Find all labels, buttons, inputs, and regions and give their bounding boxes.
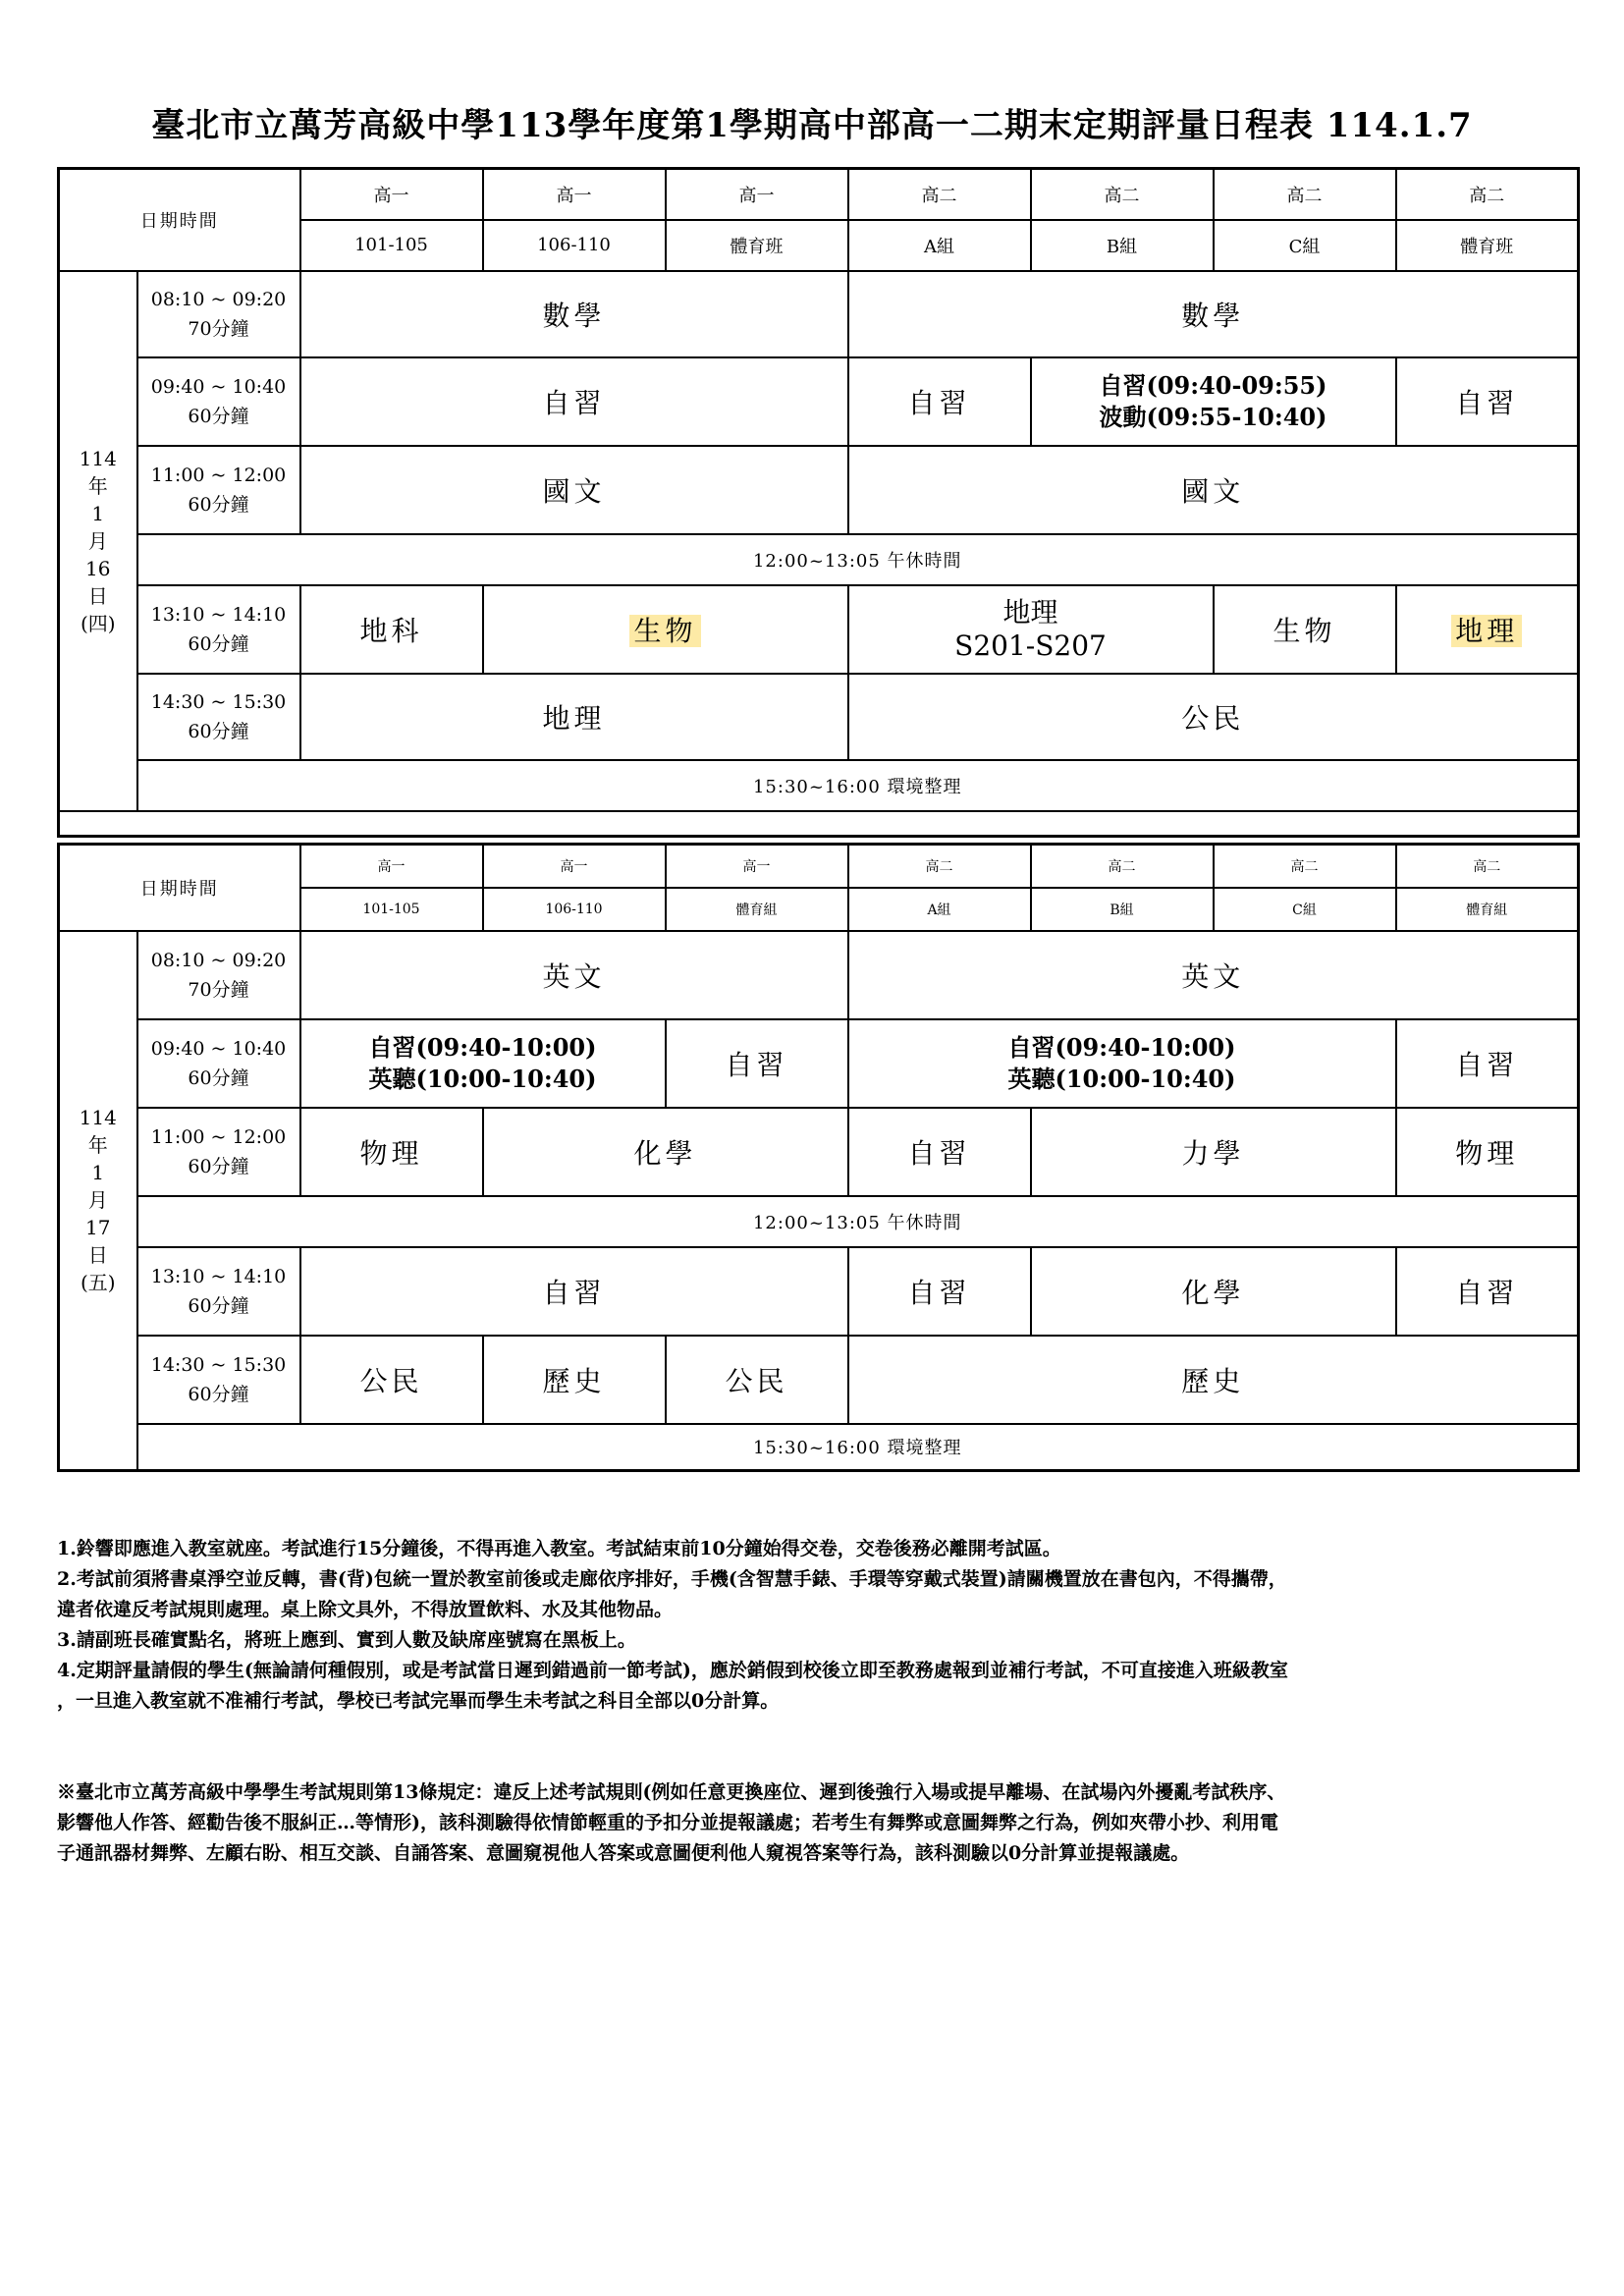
grade-header: 高一	[666, 845, 848, 888]
time-slot: 11:00 ~ 12:00 60分鐘	[137, 446, 300, 534]
exam-subject: 國文	[848, 446, 1579, 534]
class-header: 體育班	[1396, 220, 1579, 271]
exam-subject: 自習(09:40-10:00) 英聽(10:00-10:40)	[848, 1019, 1396, 1108]
exam-subject: 歷史	[483, 1336, 666, 1424]
time-slot: 13:10 ~ 14:10 60分鐘	[137, 1247, 300, 1336]
exam-date: 114 年 1 月 17 日 (五)	[59, 931, 137, 1471]
grade-header: 高一	[483, 169, 666, 220]
exam-subject: 物理	[300, 1108, 483, 1196]
lunch-break-row: 12:00~13:05 午休時間	[137, 534, 1579, 585]
grade-header: 高一	[300, 169, 483, 220]
exam-subject: 自習	[666, 1019, 848, 1108]
grade-header: 高二	[1214, 845, 1396, 888]
class-header: 體育組	[1396, 888, 1579, 931]
exam-subject	[1396, 585, 1579, 674]
remark-line: 影響他人作答、經勸告後不服糾正…等情形)，該科測驗得依情節輕重的予扣分並提報議處；若考生有舞弊或意圖舞弊之行為，例如夾帶小抄、利用電	[57, 1812, 1278, 1833]
grade-header: 高二	[1396, 845, 1579, 888]
date-time-header: 日期時間	[59, 169, 300, 271]
exam-subject: 自習	[848, 1247, 1031, 1336]
exam-subject: 自習	[300, 1247, 848, 1336]
exam-subject: 地理	[300, 674, 848, 760]
time-slot: 14:30 ~ 15:30 60分鐘	[137, 1336, 300, 1424]
time-slot: 08:10 ~ 09:20 70分鐘	[137, 931, 300, 1019]
note-line: 3.請副班長確實點名，將班上應到、實到人數及缺席座號寫在黑板上。	[57, 1629, 636, 1651]
grade-header: 高一	[300, 845, 483, 888]
highlighted-subject: 地理	[1451, 615, 1522, 647]
exam-subject: 公民	[666, 1336, 848, 1424]
grade-header: 高一	[666, 169, 848, 220]
exam-subject: 自習	[848, 1108, 1031, 1196]
exam-subject: 自習(09:40-10:00) 英聽(10:00-10:40)	[300, 1019, 666, 1108]
exam-subject: 力學	[1031, 1108, 1396, 1196]
exam-subject: 地科	[300, 585, 483, 674]
grade-header: 高二	[1031, 845, 1214, 888]
lunch-break-row: 12:00~13:05 午休時間	[137, 1196, 1579, 1247]
note-line: ，一旦進入教室就不准補行考試，學校已考試完畢而學生未考試之科目全部以0分計算。	[57, 1690, 780, 1712]
exam-regulation-remark	[57, 1777, 1589, 1869]
exam-subject: 數學	[300, 271, 848, 357]
exam-subject: 自習	[1396, 1247, 1579, 1336]
page-title: 臺北市立萬芳高級中學113學年度第1學期高中部高一二期末定期評量日程表 114.1.7	[151, 106, 1473, 145]
exam-subject: 自習(09:40-09:55) 波動(09:55-10:40)	[1031, 357, 1396, 446]
remark-line: ※臺北市立萬芳高級中學學生考試規則第13條規定：違反上述考試規則(例如任意更換座位、遲到後強行入場或提早離場、在試場內外擾亂考試秩序、	[57, 1781, 1286, 1803]
exam-subject: 化學	[1031, 1247, 1396, 1336]
exam-subject: 國文	[300, 446, 848, 534]
exam-subject: 自習	[1396, 1019, 1579, 1108]
exam-subject: 自習	[1396, 357, 1579, 446]
time-slot: 09:40 ~ 10:40 60分鐘	[137, 357, 300, 446]
grade-header: 高二	[1031, 169, 1214, 220]
exam-subject: 物理	[1396, 1108, 1579, 1196]
time-slot: 09:40 ~ 10:40 60分鐘	[137, 1019, 300, 1108]
remark-line: 子通訊器材舞弊、左顧右盼、相互交談、自誦答案、意圖窺視他人答案或意圖便利他人窺視答案等行為，該科測驗以0分計算並提報議處。	[57, 1842, 1190, 1864]
exam-subject: 英文	[300, 931, 848, 1019]
class-header: 101-105	[300, 220, 483, 271]
exam-subject: 化學	[483, 1108, 848, 1196]
exam-subject: 數學	[848, 271, 1579, 357]
exam-subject: 生物	[1214, 585, 1396, 674]
exam-subject: 歷史	[848, 1336, 1579, 1424]
exam-subject: 公民	[300, 1336, 483, 1424]
time-slot: 11:00 ~ 12:00 60分鐘	[137, 1108, 300, 1196]
note-line: 1.鈴響即應進入教室就座。考試進行15分鐘後，不得再進入教室。考試結束前10分鐘始得交卷，交卷後務必離開考試區。	[57, 1538, 1061, 1559]
class-header: A組	[848, 220, 1031, 271]
grade-header: 高二	[1214, 169, 1396, 220]
exam-subject: 英文	[848, 931, 1579, 1019]
class-header: B組	[1031, 220, 1214, 271]
note-line: 違者依違反考試規則處理。桌上除文具外，不得放置飲料、水及其他物品。	[57, 1599, 674, 1620]
grade-header: 高一	[483, 845, 666, 888]
class-header: 106-110	[483, 220, 666, 271]
grade-header: 高二	[848, 845, 1031, 888]
cleanup-row: 15:30~16:00 環境整理	[137, 1424, 1579, 1471]
class-header: 體育班	[666, 220, 848, 271]
note-line: 2.考試前須將書桌淨空並反轉，書(背)包統一置於教室前後或走廊依序排好，手機(含智慧手錶、手環等穿戴式裝置)請關機置放在書包內，不得攜帶，	[57, 1568, 1287, 1590]
time-slot: 13:10 ~ 14:10 60分鐘	[137, 585, 300, 674]
exam-subject: 自習	[848, 357, 1031, 446]
class-header: A組	[848, 888, 1031, 931]
schedule-table-day2	[57, 843, 1580, 1472]
class-header: C組	[1214, 888, 1396, 931]
grade-header: 高二	[1396, 169, 1579, 220]
exam-date: 114 年 1 月 16 日 (四)	[59, 271, 137, 811]
date-time-header: 日期時間	[59, 845, 300, 931]
table-divider	[59, 811, 1579, 837]
exam-subject	[483, 585, 848, 674]
time-slot: 14:30 ~ 15:30 60分鐘	[137, 674, 300, 760]
note-line: 4.定期評量請假的學生(無論請何種假別，或是考試當日遲到錯過前一節考試)，應於銷假到校後立即至教務處報到並補行考試，不可直接進入班級教室	[57, 1660, 1288, 1681]
cleanup-row: 15:30~16:00 環境整理	[137, 760, 1579, 811]
class-header: 101-105	[300, 888, 483, 931]
exam-subject: 自習	[300, 357, 848, 446]
time-slot: 08:10 ~ 09:20 70分鐘	[137, 271, 300, 357]
class-header: 體育組	[666, 888, 848, 931]
class-header: C組	[1214, 220, 1396, 271]
grade-header: 高二	[848, 169, 1031, 220]
highlighted-subject: 生物	[629, 615, 700, 647]
schedule-table-day1	[57, 167, 1580, 838]
exam-subject: 公民	[848, 674, 1579, 760]
exam-rules-notes	[57, 1534, 1589, 1717]
exam-subject: 地理 S201-S207	[848, 585, 1214, 674]
class-header: B組	[1031, 888, 1214, 931]
class-header: 106-110	[483, 888, 666, 931]
